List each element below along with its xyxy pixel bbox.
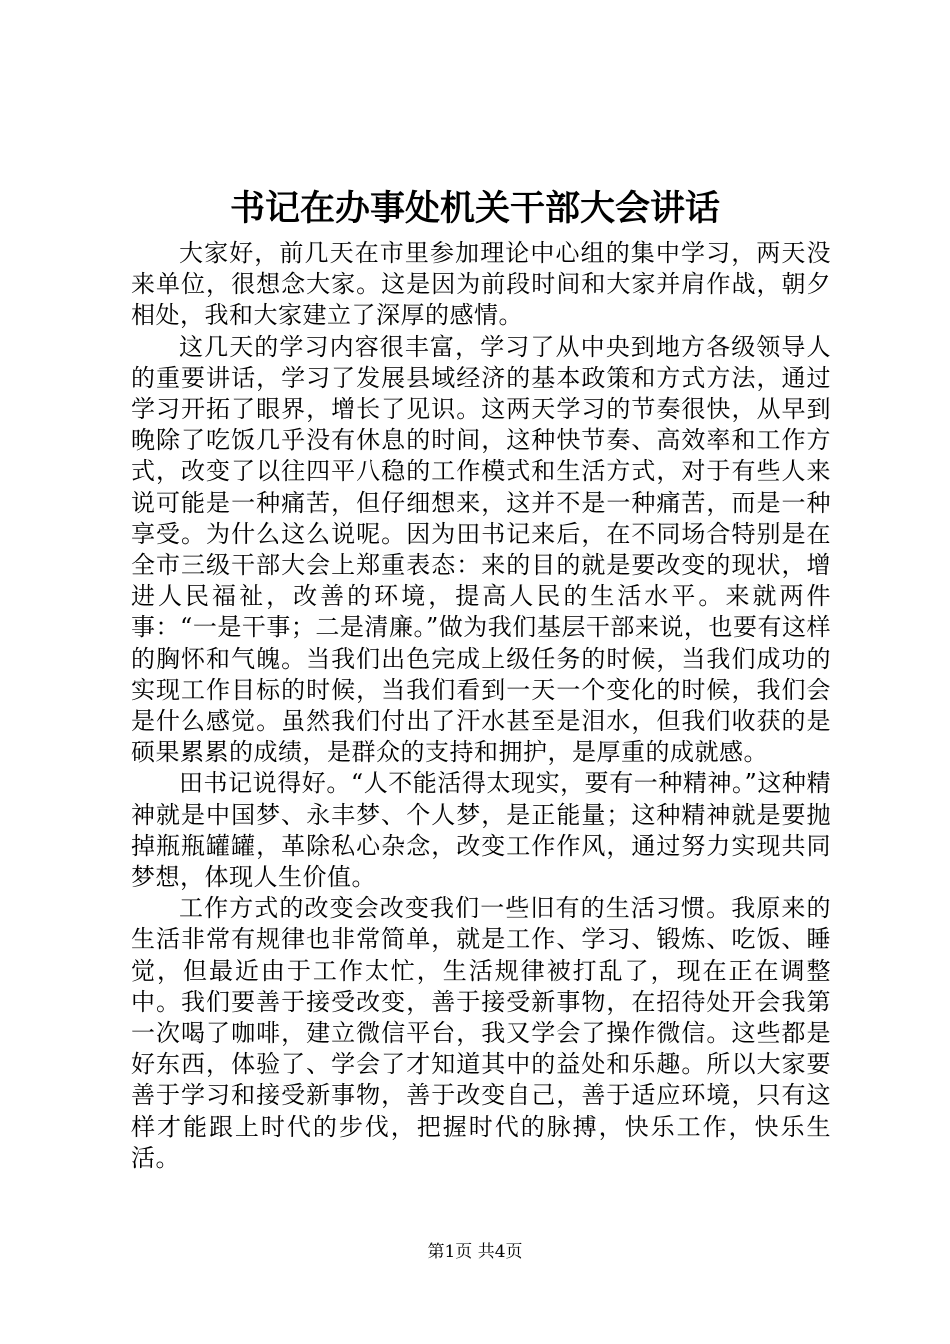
paragraph: 大家好，前几天在市里参加理论中心组的集中学习，两天没来单位，很想念大家。这是因为前段时间和大家并肩作战，朝夕相处，我和大家建立了深厚的感情。 — [131, 239, 831, 330]
document-body — [131, 238, 831, 1174]
page-footer — [0, 1240, 950, 1264]
paragraph: 田书记说得好。“人不能活得太现实，要有一种精神。”这种精神就是中国梦、永丰梦、个人梦，是正能量；这种精神就是要抛掉瓶瓶罐罐，革除私心杂念，改变工作作风，通过努力实现共同梦想，体现人生价值。 — [131, 769, 831, 892]
paragraph: 工作方式的改变会改变我们一些旧有的生活习惯。我原来的生活非常有规律也非常简单，就是工作、学习、锻炼、吃饭、睡觉，但最近由于工作太忙，生活规律被打乱了，现在正在调整中。我们要善于接受改变，善于接受新事物，在招待处开会我第一次喝了咖啡，建立微信平台，我又学会了操作微信。这些都是好东西，体验了、学会了才知道其中的益处和乐趣。所以大家要善于学习和接受新事物，善于改变自己，善于适应环境，只有这样才能跟上时代的步伐，把握时代的脉搏，快乐工作，快乐生活。 — [131, 894, 831, 1172]
page-number: 第1页 共4页 — [427, 1242, 523, 1262]
paragraph: 这几天的学习内容很丰富，学习了从中央到地方各级领导人的重要讲话，学习了发展县域经济的基本政策和方式方法，通过学习开拓了眼界，增长了见识。这两天学习的节奏很快，从早到晚除了吃饭几乎没有休息的时间，这种快节奏、高效率和工作方式，改变了以往四平八稳的工作模式和生活方式，对于有些人来说可能是一种痛苦，但仔细想来，这并不是一种痛苦，而是一种享受。为什么这么说呢。因为田书记来后，在不同场合特别是在全市三级干部大会上郑重表态：来的目的就是要改变的现状，增进人民福祉，改善的环境，提高人民的生活水平。来就两件事：“一是干事；二是清廉。”做为我们基层干部来说，也要有这样的胸怀和气魄。当我们出色完成上级任务的时候，当我们成功的实现工作目标的时候，当我们看到一天一个变化的时候，我们会是什么感觉。虽然我们付出了汗水甚至是泪水，但我们收获的是硕果累累的成绩，是群众的支持和拥护，是厚重的成就感。 — [131, 332, 831, 767]
document-title: 书记在办事处机关干部大会讲话 — [229, 188, 720, 229]
